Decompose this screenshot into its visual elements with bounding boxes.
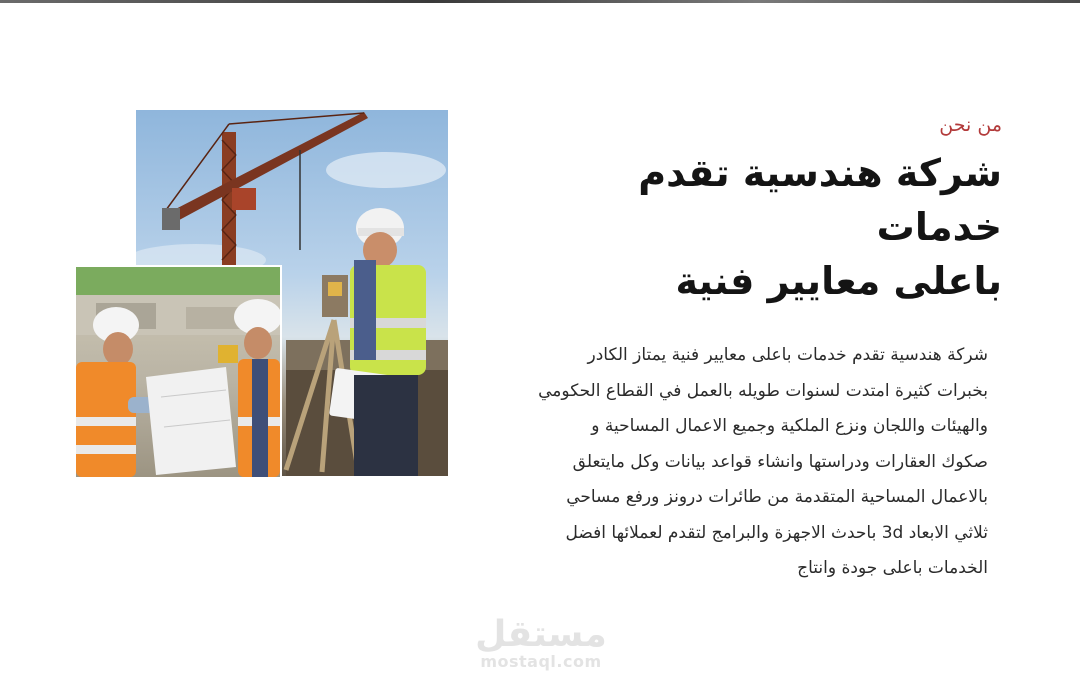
description-line: بالاعمال المساحية المتقدمة من طائرات درونز ورفع مساحي bbox=[566, 487, 988, 507]
section-eyebrow: من نحن bbox=[939, 114, 1002, 136]
description-line: صكوك العقارات ودراستها وانشاء قواعد بيانات وكل مايتعلق bbox=[572, 451, 988, 472]
section-heading bbox=[482, 146, 1002, 308]
description-line: الخدمات باعلى جودة وانتاج bbox=[797, 558, 988, 578]
description-line: بخبرات كثيرة امتدت لسنوات طويله بالعمل في القطاع الحكومي bbox=[538, 380, 988, 401]
heading-line-1: شركة هندسية تقدم bbox=[638, 151, 1002, 195]
mostaql-watermark bbox=[474, 616, 608, 670]
watermark-latin: mostaql.com bbox=[480, 652, 602, 671]
engineers-reviewing-plans-photo bbox=[76, 265, 282, 477]
heading-line-3: باعلى معايير فنية bbox=[675, 259, 1002, 303]
heading-line-2: خدمات bbox=[876, 205, 1002, 249]
description-line: ثلاثي الابعاد 3d باحدث الاجهزة والبرامج لتقدم لعملائها افضل bbox=[565, 522, 988, 543]
section-description bbox=[468, 338, 988, 587]
inset-photo-illustration bbox=[76, 267, 280, 477]
description-line: والهيئات واللجان ونزع الملكية وجميع الاعمال المساحية و bbox=[591, 416, 988, 436]
about-text-section bbox=[482, 110, 1002, 308]
description-line: شركة هندسية تقدم خدمات باعلى معايير فنية يمتاز الكادر bbox=[587, 345, 988, 365]
top-image-strip bbox=[0, 0, 1080, 3]
watermark-arabic: مستقل bbox=[475, 614, 607, 655]
